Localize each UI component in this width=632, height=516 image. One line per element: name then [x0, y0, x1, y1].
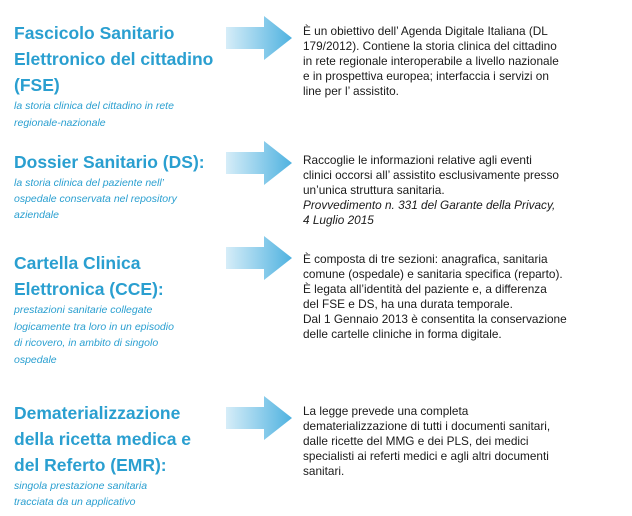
- item-heading: [14, 20, 219, 132]
- right-arrow-icon: [226, 236, 292, 280]
- item-description: È un obiettivo dell’ Agenda Digitale Italiana (DL 179/2012). Contiene la storia clinica del cittadino in rete regionale interoperabile a livello nazionale e in prospettiva europea; interfaccia i servizi on line per l’ assistito.: [303, 24, 559, 98]
- item-subtitle: prestazioni sanitarie collegate logicamente tra loro in un episodio di ricovero, in ambito di singolo ospedale: [14, 304, 174, 366]
- item-description: Raccoglie le informazioni relative agli eventi clinici occorsi all’ assistito esclusivamente presso un’unica struttura sanitaria. Provvedimento n. 331 del Garante della Privacy, 4 Luglio 2015: [303, 153, 621, 228]
- item-heading: [14, 149, 219, 223]
- item-subtitle: singola prestazione sanitaria tracciata da un applicativo: [14, 480, 148, 508]
- item-heading: [14, 250, 219, 368]
- item-title: Dematerializzazione della ricetta medica e del Referto (EMR):: [14, 403, 192, 475]
- right-arrow-icon: [226, 396, 292, 440]
- right-arrow-icon: [226, 141, 292, 185]
- item-description: La legge prevede una completa dematerializzazione di tutti i documenti sanitari, dalle ricette del MMG e dei PLS, dei medici specialisti ai referti medici e agli altri documenti sanitari.: [303, 404, 551, 478]
- item-title: Cartella Clinica Elettronica (CCE):: [14, 253, 164, 299]
- item-subtitle: la storia clinica del cittadino in rete regionale-nazionale: [14, 100, 174, 129]
- item-title: Dossier Sanitario (DS):: [14, 152, 205, 172]
- item-title: Fascicolo Sanitario Elettronico del cittadino (FSE): [14, 23, 214, 95]
- item-description: È composta di tre sezioni: anagrafica, sanitaria comune (ospedale) e sanitaria specifica (reparto). È legata all’identità del paziente e, a differenza del FSE e DS, ha una durata temporale. Dal 1 Gennaio 2013 è consentita la conservazione delle cartelle cliniche in forma digitale.: [303, 252, 567, 341]
- item-subtitle: la storia clinica del paziente nell’ ospedale conservata nel repository aziendale: [14, 177, 177, 221]
- item-heading: [14, 400, 219, 510]
- right-arrow-icon: [226, 16, 292, 60]
- item-note: Provvedimento n. 331 del Garante della Privacy, 4 Luglio 2015: [303, 198, 556, 227]
